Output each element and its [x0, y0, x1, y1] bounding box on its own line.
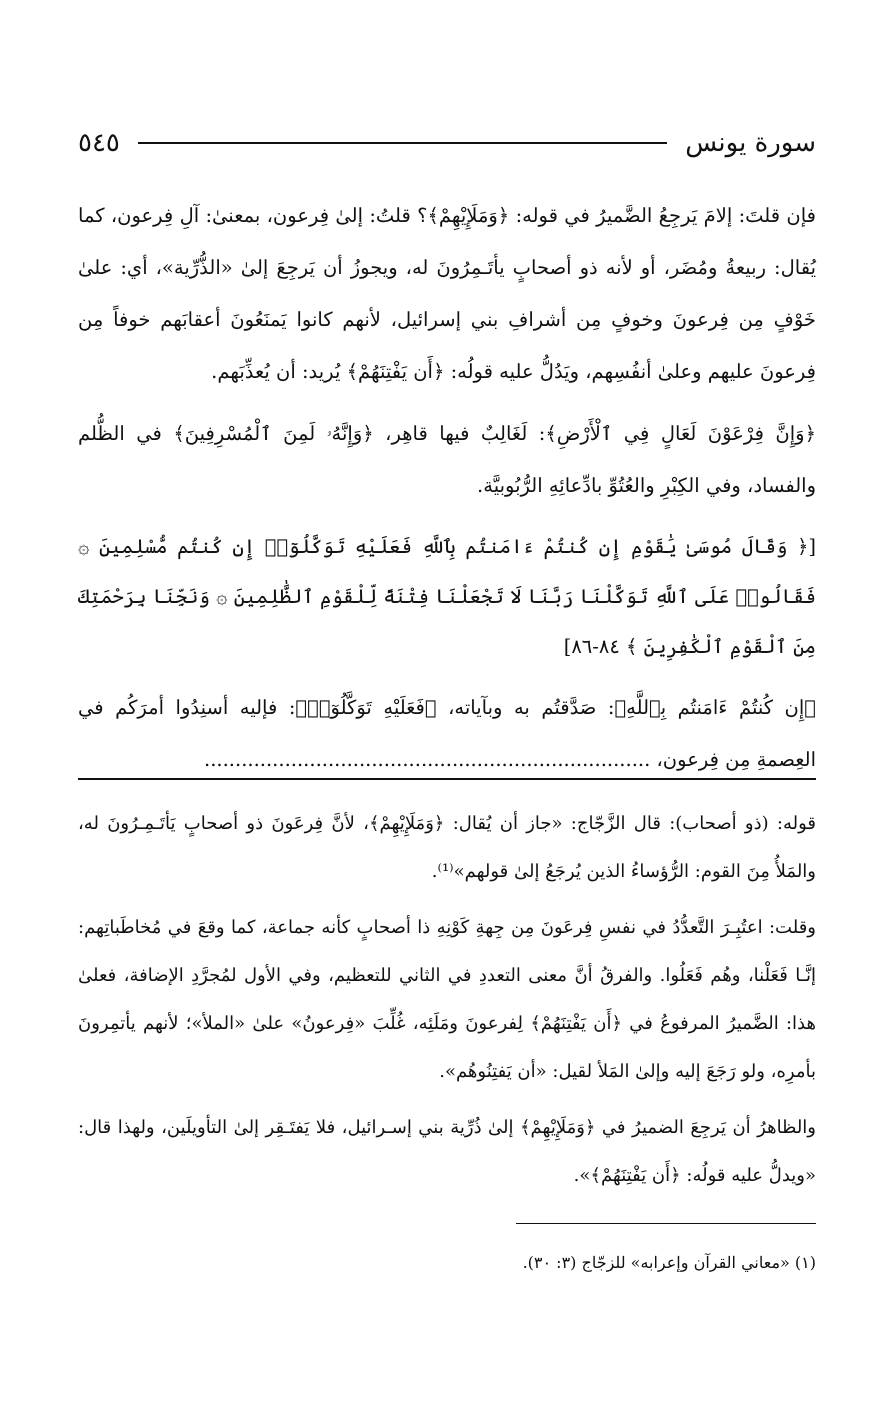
paragraph-text: ﴿إِن كُنتُمْ ءَامَنتُم بِٱللَّهِ﴾: صَدَّقتُم به وبآياته، ﴿فَعَلَيْهِ تَوَكَّلُوٓا۟﴾: فإليه أسنِدُوا أمرَكُم في العِصمةِ مِن فِرعون،: [78, 696, 816, 771]
commentary-paragraph: والظاهرُ أن يَرجِعَ الضميرُ في ﴿وَمَلَإِيْهِمْ﴾ إلىٰ ذُرِّية بني إسـرائيل، فلا يَفتَـقِر إلىٰ التأويلَين، ولهذا قال: «ويدلُّ عليه قولُه: ﴿أَن يَفْتِنَهُمْ﴾».: [78, 1117, 816, 1186]
quran-verse-block: [﴿ وَقَالَ مُوسَىٰ يَٰقَوْمِ إِن كُنتُمْ ءَامَنتُم بِٱللَّهِ فَعَلَيْهِ تَوَكَّلُوٓا۟ إِن كُنتُم مُّسْلِمِينَ ۞ فَقَالُوا۟ عَلَى ٱللَّهِ تَوَكَّلْنَا رَبَّنَا لَا تَجْعَلْنَا فِتْنَةً لِّلْقَوْمِ ٱلظَّٰلِمِينَ ۞ وَنَجِّنَا بِرَحْمَتِكَ مِنَ ٱلْقَوْمِ ٱلْكَٰفِرِينَ ﴾ ٨٤-٨٦]: [78, 535, 816, 658]
commentary-section: [78, 800, 816, 1200]
footnote: (١) «معاني القرآن وإعرابه» للزجّاج (٣: ٣٠).: [522, 1253, 816, 1272]
page-header: [78, 120, 816, 166]
page-number: ٥٤٥: [78, 128, 120, 158]
section-divider: [78, 778, 816, 780]
main-text: [78, 190, 816, 786]
surah-title: سورة يونس: [685, 128, 816, 158]
header-rule: [138, 142, 667, 144]
paragraph: ﴿وَإِنَّ فِرْعَوْنَ لَعَالٍ فِي ٱلْأَرْضِ﴾: لَغَالِبٌ فيها قاهِر، ﴿وَإِنَّهُۥ لَمِنَ ٱلْمُسْرِفِينَ﴾ في الظُّلم والفساد، وفي الكِبْرِ والعُتُوِّ بادِّعائِهِ الرُّبُوبيَّة.: [78, 422, 816, 497]
footnote-rule: [516, 1223, 816, 1224]
paragraph: [78, 682, 816, 786]
commentary-paragraph: وقلت: اعتُبِـرَ التَّعدُّدُ في نفسِ فِرعَونَ مِن جِهةِ كَوْنِهِ ذا أصحابٍ كأنه جماعة، كما وقعَ في مُخاطَباتِهم: إنَّـا فَعَلْنا، وهُم فَعَلُوا. والفرقُ أنَّ معنى التعددِ في الثاني للتعظيم، وفي الأول لمُجرَّدِ الإضافة، فعلىٰ هذا: الضَّميرُ المرفوعُ في ﴿أَن يَفْتِنَهُمْ﴾ لِفرعونَ ومَلَئِه، غُلِّبَ «فِرعونُ» علىٰ «الملأ»؛ لأنهم يأتمِرونَ بأمرِه، ولو رَجَعَ إليه وإلىٰ المَلأ لقيل: «أن يَفتِنُوهُم».: [78, 917, 816, 1082]
continuation-dots: ........................................................................: [204, 748, 651, 771]
commentary-paragraph: قوله: (ذو أصحاب): قال الزَّجّاج: «جاز أن يُقال: ﴿وَمَلَإِيْهِمْ﴾، لأنَّ فِرعَونَ ذو أصحابٍ يَأتَـمِـرُونَ له، والمَلأُ مِنَ القوم: الرُّؤساءُ الذين يُرجَعُ إلىٰ قولهم»⁽¹⁾.: [78, 813, 816, 882]
paragraph: فإن قلتَ: إلامَ يَرجِعُ الضَّميرُ في قوله: ﴿وَمَلَإِيْهِمْ﴾؟ قلتُ: إلىٰ فِرعون، بمعنىٰ: آلِ فِرعون، كما يُقال: ربيعةُ ومُضَر، أو لأنه ذو أصحابٍ يأتَـمِرُونَ له، ويجوزُ أن يَرجِعَ إلىٰ «الذُّرِّية»، أي: علىٰ خَوْفٍ مِن فِرعونَ وخوفٍ مِن أشرافِ بني إسرائيل، لأنهم كانوا يَمنَعُونَ أعقابَهم خوفاً مِن فِرعونَ عليهم وعلىٰ أنفُسِهم، ويَدُلُّ عليه قولُه: ﴿أَن يَفْتِنَهُمْ﴾ يُريد: أن يُعذِّبَهم.: [78, 204, 816, 383]
